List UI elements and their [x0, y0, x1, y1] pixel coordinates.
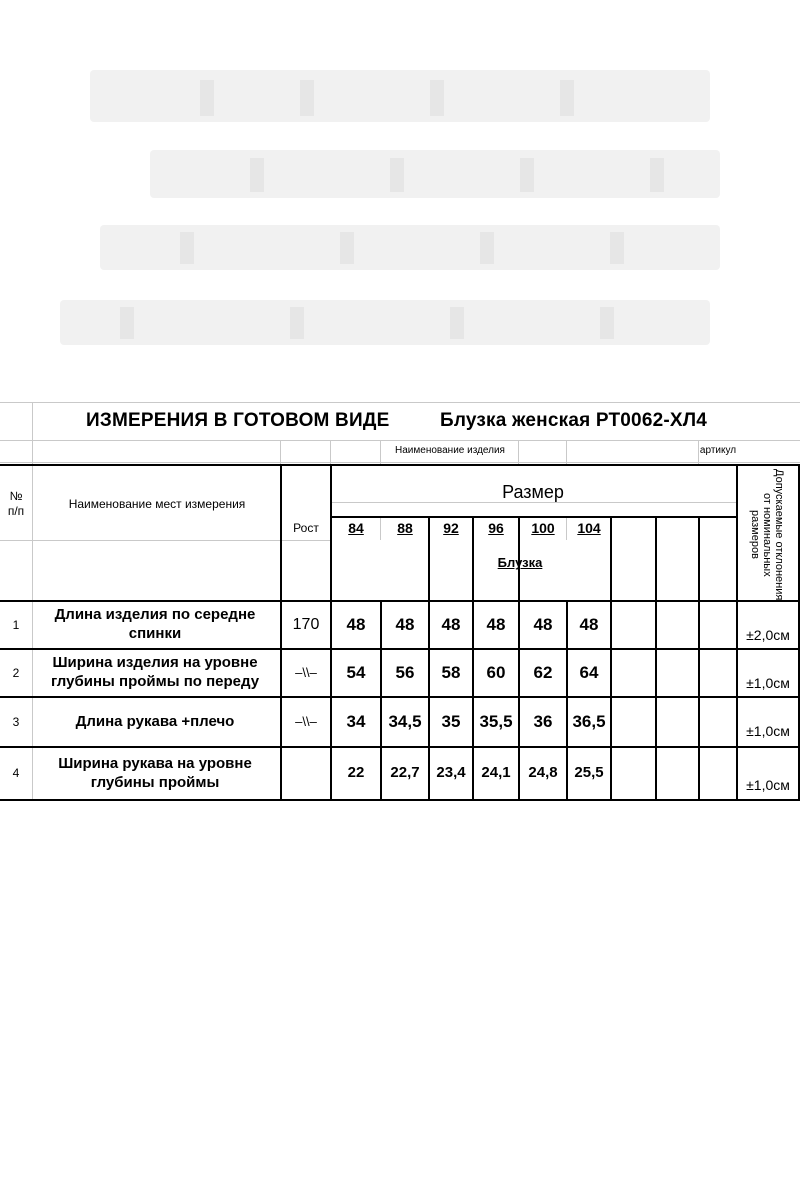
row-number: 3: [12, 714, 20, 729]
measurement-value: 48: [486, 615, 506, 635]
border-line: [698, 516, 700, 800]
article-label: артикул: [699, 444, 737, 456]
row-number: 4: [12, 766, 20, 780]
row-number: 1: [12, 617, 20, 632]
measurement-value: 25,5: [574, 764, 604, 782]
measurement-value: 35,5: [479, 712, 513, 732]
grid-line: [698, 440, 699, 464]
size-header: Размер: [502, 481, 564, 502]
measurement-name: Ширина рукава на уровне глубины проймы: [58, 754, 252, 791]
grid-line: [32, 402, 33, 464]
grid-line: [380, 516, 381, 540]
tolerance-value: ±1,0см: [746, 723, 790, 740]
tolerance-value: ±1,0см: [746, 675, 790, 692]
height-value: –\\–: [295, 713, 317, 729]
size-label: 84: [348, 520, 364, 537]
measurement-value: 60: [486, 663, 506, 683]
measurement-name: Ширина изделия на уровне глубины проймы по переду: [50, 654, 260, 690]
number-header: № п/п: [7, 489, 25, 518]
tolerance-header: Допускаемые отклонения от номинальных размеров: [749, 468, 785, 601]
height-value: –\\–: [295, 664, 317, 680]
measurement-value: 54: [346, 663, 366, 683]
height-value: 170: [292, 616, 320, 633]
grid-line: [32, 464, 33, 800]
measurement-value: 48: [346, 615, 366, 635]
product-type-label: Блузка: [497, 554, 543, 570]
border-line: [0, 799, 800, 801]
measurement-value: 34: [346, 712, 366, 732]
grid-line: [380, 440, 381, 464]
measurement-value: 48: [579, 615, 599, 635]
tolerance-value: ±1,0см: [746, 777, 790, 794]
height-header: Рост: [293, 520, 319, 535]
height-value: [282, 748, 330, 799]
border-line: [0, 464, 800, 466]
measurement-value: 64: [579, 663, 599, 683]
size-label: 96: [488, 520, 504, 537]
grid-line: [280, 440, 281, 464]
page-title: ИЗМЕРЕНИЯ В ГОТОВОМ ВИДЕ: [86, 410, 390, 432]
row-number: 2: [12, 665, 20, 680]
size-label: 100: [531, 520, 555, 537]
measurement-value: 48: [533, 615, 553, 635]
measurement-value: 48: [441, 615, 461, 635]
measurement-value: 24,1: [481, 764, 511, 782]
border-line: [655, 516, 657, 800]
measurement-name: Длина рукава +плечо: [75, 712, 235, 730]
grid-line: [566, 440, 567, 464]
grid-line: [566, 516, 567, 540]
border-line: [610, 516, 612, 800]
measurement-value: 36,5: [572, 712, 606, 732]
measurement-value: 23,4: [436, 764, 466, 782]
product-title: Блузка женская РТ0062-ХЛ4: [440, 410, 708, 432]
size-label: 92: [443, 520, 459, 537]
measurement-value: 24,8: [528, 764, 558, 782]
measurement-value: 22: [347, 764, 365, 782]
tolerance-value: ±2,0см: [746, 627, 790, 644]
measurement-name: Длина изделия по середне спинки: [54, 606, 256, 642]
measurement-value: 34,5: [388, 712, 422, 732]
measurement-value: 48: [395, 615, 415, 635]
size-label: 104: [577, 520, 601, 537]
measurement-value: 22,7: [390, 764, 420, 782]
measurement-value: 56: [395, 663, 415, 683]
measurement-value: 62: [533, 663, 553, 683]
grid-line: [330, 440, 331, 464]
product-name-label: Наименование изделия: [395, 444, 505, 456]
grid-line: [0, 462, 800, 463]
place-header: Наименование мест измерения: [68, 496, 246, 511]
bleed-through-pattern: [0, 0, 800, 400]
measurement-value: 58: [441, 663, 461, 683]
measurement-table: [0, 402, 800, 802]
measurement-value: 35: [441, 712, 461, 732]
measurement-value: 36: [533, 712, 553, 732]
size-label: 88: [397, 520, 413, 537]
grid-line: [518, 440, 519, 464]
